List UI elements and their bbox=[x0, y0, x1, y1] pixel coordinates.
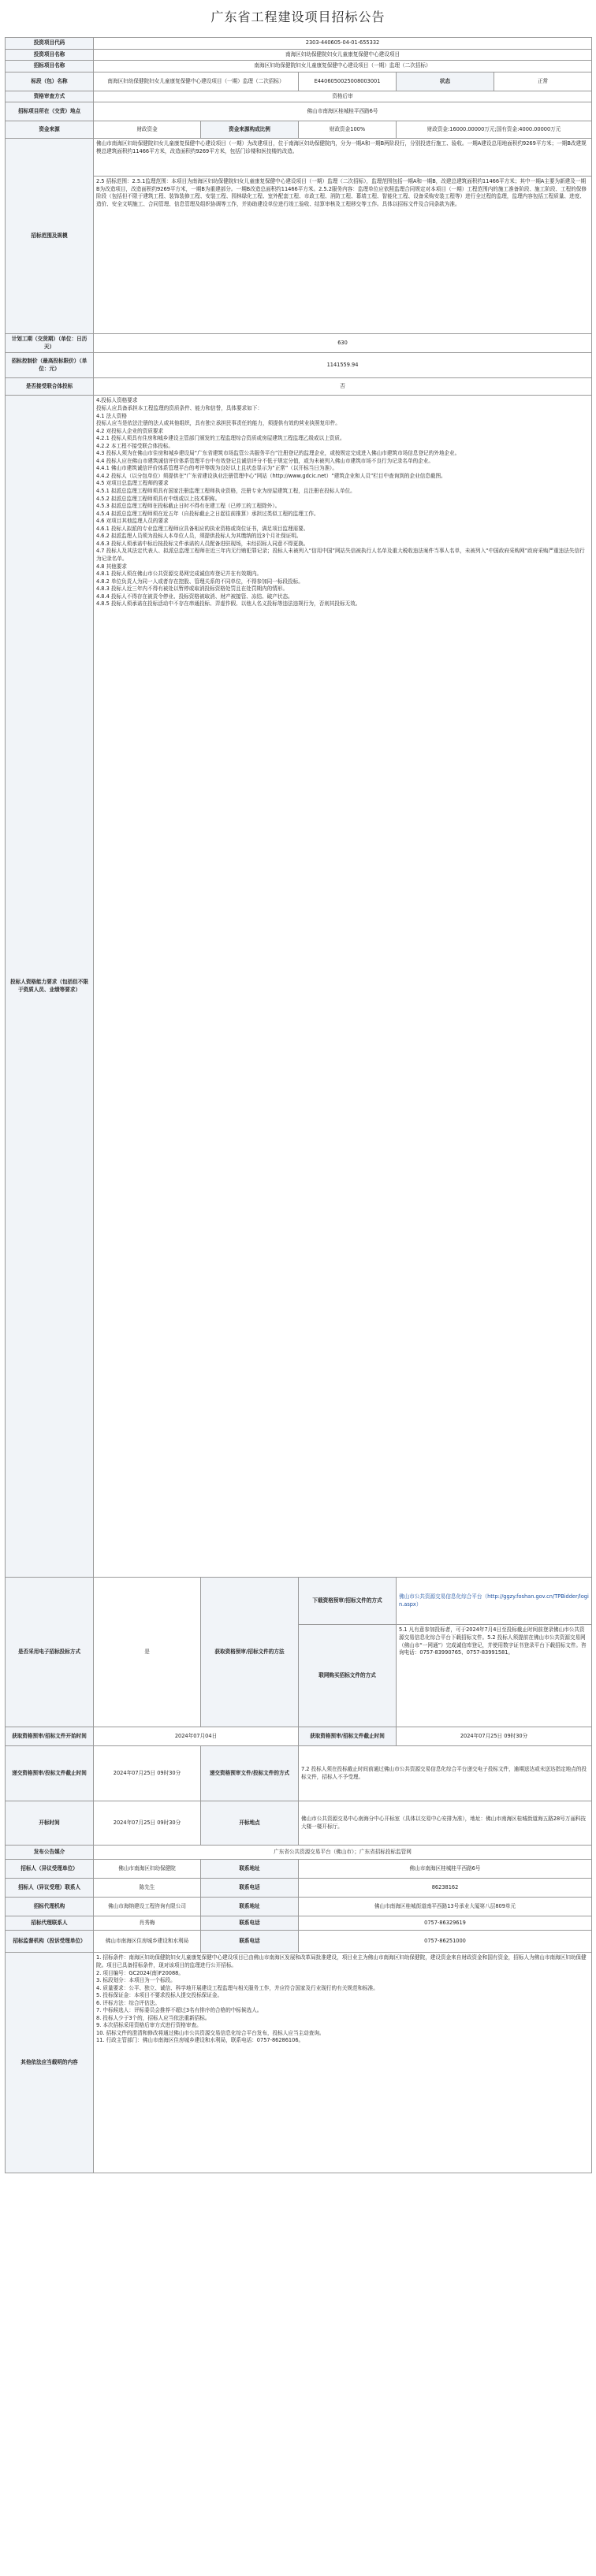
table-row bbox=[6, 1846, 592, 1860]
period-label: 计划工期（交货期）（单位：日历天） bbox=[6, 334, 94, 353]
table-row bbox=[6, 177, 592, 334]
table-row bbox=[6, 1746, 592, 1801]
table-row bbox=[6, 1801, 592, 1846]
period-value: 630 bbox=[94, 334, 592, 353]
fund-ratio-value: 财政资金100% bbox=[299, 121, 397, 139]
get-end-label: 获取资格预审/招标文件截止时间 bbox=[299, 1727, 397, 1746]
agency-address-value: 佛山市南海区桂城街道南平西路13号承业大厦第八层809单元 bbox=[299, 1898, 592, 1916]
table-row bbox=[6, 91, 592, 102]
open-place-value: 佛山市公共资源交易中心南海分中心开标室（具体以交易中心安排为准），地址：佛山市南海区桂城街道海五路28号万丽科技大楼一楼开标厅。 bbox=[299, 1801, 592, 1846]
tender-project-name-value: 南海区妇幼保健院妇女儿童康复保健中心建设项目（一期）监理（二次招标） bbox=[94, 61, 592, 72]
agency-phone-value: 0757-86329619 bbox=[299, 1916, 592, 1931]
agency-contact-value: 肖秀梅 bbox=[94, 1916, 201, 1931]
scope-summary: 佛山市南海区妇幼保健院妇女儿童康复保健中心建设项目（一期）为改建项目，位于南海区妇幼保健院内，分为一期A和一期B两阶段行，分别投进行施工、验收。一期A建设总用地面积约9269平方米；一期B改建规模总建筑面积约11466平方米，改造面积约9269平方米，包括门诊楼和医技楼的改造。 bbox=[94, 139, 592, 177]
table-row bbox=[6, 1879, 592, 1898]
contact-person-value: 陈先生 bbox=[94, 1879, 201, 1898]
open-time-value: 2024年07月25日 09时30分 bbox=[94, 1801, 201, 1846]
section-code-value: E4406050025008003001 bbox=[299, 72, 397, 91]
table-row bbox=[6, 1860, 592, 1879]
location-label: 招标项目所在（交货）地点 bbox=[6, 102, 94, 121]
table-row bbox=[6, 72, 592, 91]
scope-label: 招标范围及规模 bbox=[6, 139, 94, 334]
joint-value: 否 bbox=[94, 378, 592, 396]
section-name-label: 标段（包）名称 bbox=[6, 72, 94, 91]
table-row bbox=[6, 396, 592, 1578]
approval-value: 资格后审 bbox=[94, 91, 592, 102]
status-value: 正常 bbox=[494, 72, 592, 91]
media-value: 广东省公共资源交易平台（佛山市）；广东省招标投标监管网 bbox=[94, 1846, 592, 1860]
max-price-label: 招标控制价（最高投标限价）（单位：元） bbox=[6, 353, 94, 378]
get-method-label: 获取资格预审/招标文件的方法 bbox=[201, 1578, 299, 1727]
agency-label: 招标代理机构 bbox=[6, 1898, 94, 1916]
supervisor-label: 招标监督机构（投诉受理单位） bbox=[6, 1931, 94, 1953]
table-row bbox=[6, 1898, 592, 1916]
e-bid-value: 是 bbox=[94, 1578, 201, 1727]
project-code-label: 投资项目代码 bbox=[6, 38, 94, 50]
agency-value: 佛山市海纳建设工程咨询有限公司 bbox=[94, 1898, 201, 1916]
table-row bbox=[6, 1578, 592, 1625]
table-row bbox=[6, 61, 592, 72]
notice-table bbox=[5, 37, 592, 2173]
submit-method-value: 7.2 投标人须在投标截止时间前通过佛山市公共资源交易信息化综合平台递交电子投标文件，逾期送达或未送达指定地点的投标文件，招标人不予受理。 bbox=[299, 1746, 592, 1801]
get-online-label: 下载资格预审/招标文件的方式 bbox=[299, 1578, 397, 1625]
get-time-label: 获取资格预审/招标文件开始时间 bbox=[6, 1727, 94, 1746]
get-end-value: 2024年07月25日 09时30分 bbox=[397, 1727, 592, 1746]
status-label: 状态 bbox=[397, 72, 494, 91]
submit-method-label: 递交资格预审文件/投标文件的方式 bbox=[201, 1746, 299, 1801]
other-value: 1. 招标条件：南海区妇幼保健院妇女儿童康复保健中心建设项目已由佛山市南海区发展和改革局批准建设，项目业主为佛山市南海区妇幼保健院，建设资金来自财政资金和国有资金，招标人为佛山市南海区妇幼保健院。项目已具备招标条件，现对该项目的监理进行公开招标。 2. 项目编号：GC2024(南)F20088。 3. 标段划分：本项目为一个标段。 4. 质量要求：公平、独立、诚信、科学地开展建设工程监理与相关服务工作，并应符合国家及行业现行的有关规范和标准。 5. 投标保证金：本项目不要求投标人提交投标保证金。 6. 评标方法：综合评估法。 7. 中标候选人：评标委员会推荐不超过3名有排序的合格的中标候选人。 8. 投标人少于3个的，招标人应当依法重新招标。 9. 本次招标采用资格后审方式进行资格审查。 10. 招标文件的澄清和修改将通过佛山市公共资源交易信息化综合平台发布，投标人应当主动查询。 11. 行政主管部门：佛山市南海区住房城乡建设和水利局，联系电话：0757-86286106。 bbox=[94, 1953, 592, 2173]
get-time-value: 2024年07月04日 bbox=[94, 1727, 299, 1746]
table-row bbox=[6, 1953, 592, 2173]
open-place-label: 开标地点 bbox=[201, 1801, 299, 1846]
notice-page bbox=[5, 8, 591, 2173]
table-row bbox=[6, 121, 592, 139]
table-row bbox=[6, 1727, 592, 1746]
location-value: 佛山市南海区桂城桂平西路6号 bbox=[94, 102, 592, 121]
media-label: 发布公告媒介 bbox=[6, 1846, 94, 1860]
table-row bbox=[6, 49, 592, 61]
contact-phone-label: 联系电话 bbox=[201, 1879, 299, 1898]
qualification-label: 投标人资格能力要求（包括但不限于资质人员、业绩等要求） bbox=[6, 396, 94, 1578]
get-link-value: 5.1 凡有意参加投标者，可于2024年7月4日至投标截止时间前登录佛山市公共资源交易信息化综合平台下载招标文件。5.2 投标人须提前在佛山市公共资源交易网（佛山市“一网通”）完成诚信库登记，并使用数字证书登录平台下载招标文件。咨询电话：0757-83990765、0757-83991581。 bbox=[397, 1625, 592, 1727]
fund-amount-value: 财政资金:16000.00000万元;国有资金:4000.00000万元 bbox=[397, 121, 592, 139]
contact-person-label: 招标人（异议受理）联系人 bbox=[6, 1879, 94, 1898]
agency-contact-label: 招标代理联系人 bbox=[6, 1916, 94, 1931]
tenderer-address-value: 佛山市南海区桂城桂平西路6号 bbox=[299, 1860, 592, 1879]
section-name-value: 南海区妇幼保健院妇女儿童康复保健中心建设项目（一期）监理（二次招标） bbox=[94, 72, 299, 91]
project-name-label: 投资项目名称 bbox=[6, 49, 94, 61]
get-link-label: 联网购买招标文件的方式 bbox=[299, 1625, 397, 1727]
qualification-value: 4.投标人资格要求 投标人应具备承担本工程监理的资质条件、能力和信誉，具体要求如下： 4.1 法人资格 投标人应当是依法注册的法人或其他组织，具有独立承担民事责任的能力，须提供有效的营业执照复印件。 4.2 对投标人企业的资质要求 4.2.1 投标人须具有住房和城乡建设主管部门颁发的工程监理综合资质或房屋建筑工程监理乙级或以上资质。 4.2.2 本工程不接受联合体投标。 4.3 投标人须为在佛山市住房和城乡建设局“广东省建筑市场监管公共服务平台”注册登记的监理企业，或按规定完成进入佛山市建筑市场信息登记的外地企业。 4.4 投标人应在佛山市建筑诚信评价体系管理平台中有效登记且诚信评分不低于规定分值，或为未被列入佛山市建筑市场不良行为记录名单的企业。 4.4.1 佛山市建筑诚信评价体系管理平台的考评等级为良好以上且状态显示为“正常”（以开标当日为准）。 4.4.2 投标人（以分包单位）须提供在“广东省建设执业注册管理中心”网站（http://www.gdcic.net）“建筑企业和人员”栏目中查询到的企业信息截图。 4.5 对项目总监理工程师的要求 4.5.1 拟派总监理工程师须具有国家注册监理工程师执业资格，注册专业为房屋建筑工程，且注册在投标人单位。 4.5.2 拟派总监理工程师须具有中级或以上技术职称。 4.5.3 拟派总监理工程师在投标截止日时不得有在建工程（已停工的工程除外）。 4.5.4 拟派总监理工程师须在近五年（自投标截止之日起往前推算）承担过类似工程的监理工作。 4.6 对项目其他监理人员的要求 4.6.1 投标人拟派的专业监理工程师应具备相应的执业资格或岗位证书，满足项目监理需要。 4.6.2 拟派监理人员须为投标人本单位人员，须提供投标人为其缴纳的近3个月社保证明。 4.6.3 投标人须承诺中标后按投标文件承诺的人员配备进驻现场，未经招标人同意不得更换。 4.7 投标人及其法定代表人、拟派总监理工程师在近三年内无行贿犯罪记录；投标人未被列入“信用中国”网站失信被执行人名单及重大税收违法案件当事人名单，未被列入“中国政府采购网”政府采购严重违法失信行为记录名单。 4.8 其他要求 4.8.1 投标人须在佛山市公共资源交易网完成诚信库登记并在有效期内。 4.8.2 单位负责人为同一人或者存在控股、管理关系的不同单位，不得参加同一标段投标。 4.8.3 投标人近三年内不得有被处以暂停或取消投标资格处罚且在处罚期内的情形。 4.8.4 投标人不得存在被责令停业、投标资格被取消、财产被接管、冻结、破产状态。 4.8.5 投标人须承诺在投标活动中不存在串通投标、弄虚作假、以他人名义投标等违法违规行为，否则其投标无效。 bbox=[94, 396, 592, 1578]
table-row bbox=[6, 378, 592, 396]
page-title: 广东省工程建设项目招标公告 bbox=[210, 9, 386, 24]
max-price-value: 1141559.94 bbox=[94, 353, 592, 378]
funding-label: 资金来源 bbox=[6, 121, 94, 139]
supervisor-value: 佛山市南海区住房城乡建设和水利局 bbox=[94, 1931, 201, 1953]
other-label: 其他依法应当载明的内容 bbox=[6, 1953, 94, 2173]
table-row bbox=[6, 334, 592, 353]
table-row bbox=[6, 102, 592, 121]
tenderer-label: 招标人（异议受理单位） bbox=[6, 1860, 94, 1879]
supervisor-phone-label: 联系电话 bbox=[201, 1931, 299, 1953]
project-name-value: 南海区妇幼保健院妇女儿童康复保健中心建设项目 bbox=[94, 49, 592, 61]
agency-phone-label: 联系电话 bbox=[201, 1916, 299, 1931]
project-code-value: 2303-440605-04-01-655332 bbox=[94, 38, 592, 50]
fund-ratio-label: 资金来源构成比例 bbox=[201, 121, 299, 139]
joint-label: 是否接受联合体投标 bbox=[6, 378, 94, 396]
scope-detail: 2.5 招标范围：2.5.1监理范围：本项目为南海区妇幼保健院妇女儿童康复保健中心建设项目（一期）监理（二次招标），监理范围包括一期A和一期B，改建总建筑面积约11466平方米；其中一期A主要为新建及一期B为改造项目，改造面积约9269平方米，一期B为重建部分。一期B改造总面积约11466平方米。2.5.2服务内容：监理单位应依照监理合同规定对本项目（一期）工程范围内的施工准备阶段、施工阶段、工程的保修阶段（包括但不限于建筑工程、装饰装修工程、安装工程、园林绿化工程、室外配套工程、市政工程、消防工程、幕墙工程、智能化工程、设备采购安装工程等）进行全过程的监理，监理内容包括工程质量、进度、造价、安全文明施工、合同管理、信息管理及组织协调等工作，并协助建设单位进行竣工验收、结算审核及工程移交等工作。具体以招标文件及合同条款为准。 bbox=[94, 177, 592, 334]
table-row bbox=[6, 353, 592, 378]
tenderer-address-label: 联系地址 bbox=[201, 1860, 299, 1879]
approval-label: 资格审查方式 bbox=[6, 91, 94, 102]
submit-end-value: 2024年07月25日 09时30分 bbox=[94, 1746, 201, 1801]
tender-project-name-label: 招标项目名称 bbox=[6, 61, 94, 72]
contact-phone-value: 86238162 bbox=[299, 1879, 592, 1898]
table-row bbox=[6, 1931, 592, 1953]
e-bid-label: 是否采用电子招标投标方式 bbox=[6, 1578, 94, 1727]
supervisor-phone-value: 0757-86251000 bbox=[299, 1931, 592, 1953]
table-row bbox=[6, 1916, 592, 1931]
agency-address-label: 联系地址 bbox=[201, 1898, 299, 1916]
fund-source-value: 财政资金 bbox=[94, 121, 201, 139]
submit-end-label: 递交资格预审/投标文件截止时间 bbox=[6, 1746, 94, 1801]
get-online-link[interactable]: 佛山市公共资源交易信息化综合平台（http://ggzy.foshan.gov.cn/TPBidder/login.aspx） bbox=[397, 1578, 592, 1625]
tenderer-value: 佛山市南海区妇幼保健院 bbox=[94, 1860, 201, 1879]
open-time-label: 开标时间 bbox=[6, 1801, 94, 1846]
table-row bbox=[6, 139, 592, 177]
table-row bbox=[6, 38, 592, 50]
